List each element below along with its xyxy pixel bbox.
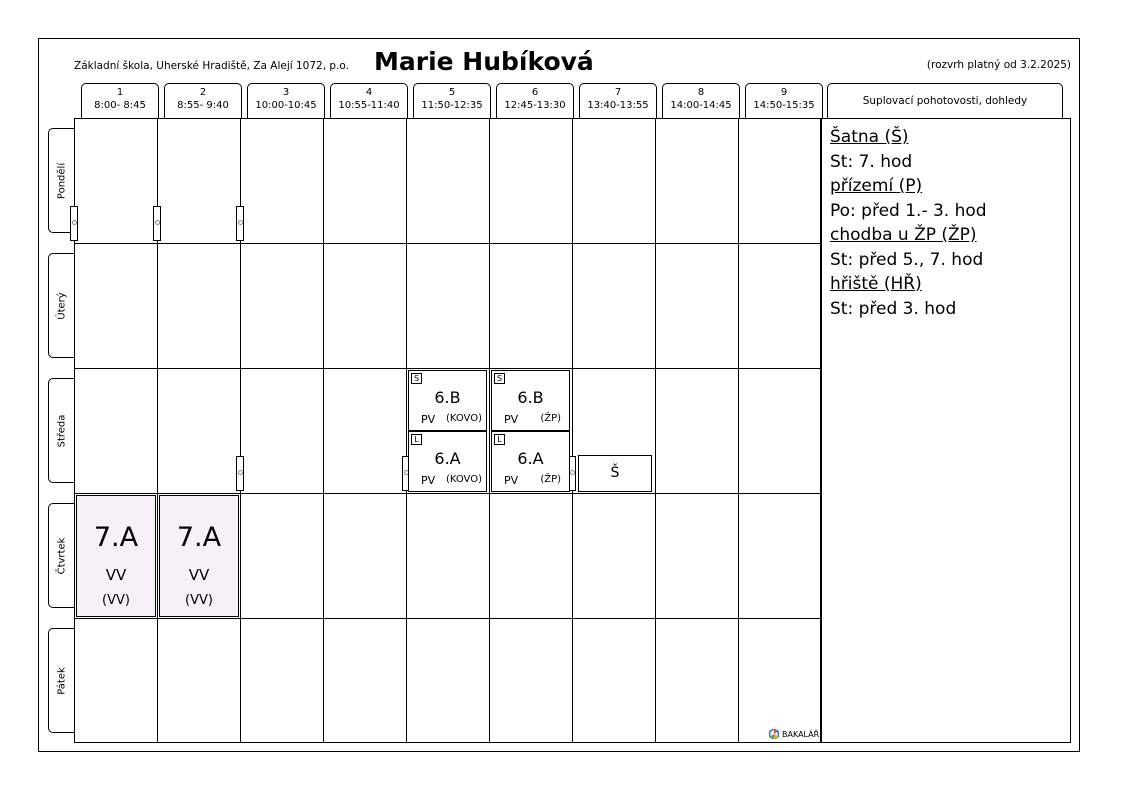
lesson-class: 7.A (93, 522, 139, 553)
grid-line (74, 493, 821, 494)
lesson-subject: VV (188, 566, 210, 584)
lesson-subject: PV (504, 474, 519, 487)
supervision-place: přízemí (P) (830, 176, 923, 196)
lesson-class: 6.B (434, 388, 461, 407)
supervision-marker (153, 206, 161, 241)
lesson-class: 7.A (176, 522, 222, 553)
lesson-class: 6.A (517, 449, 544, 468)
supervision-place: hřiště (HŘ) (830, 274, 922, 294)
day-header-friday: Pátek (48, 628, 74, 733)
grid-line (738, 118, 739, 743)
lesson-wed-5-group-s[interactable] (408, 370, 487, 431)
lesson-subject: PV (421, 413, 436, 426)
period-header-4: 4 10:55-11:40 (330, 83, 408, 118)
supervision-time: St: před 5., 7. hod (830, 249, 984, 270)
day-header-thursday: Čtvrtek (48, 503, 74, 608)
grid-line (323, 118, 324, 743)
duty-wed-7[interactable]: Š (578, 455, 652, 492)
period-header-8: 8 14:00-14:45 (662, 83, 740, 118)
grid-line (655, 118, 656, 743)
group-label: S (411, 373, 422, 384)
period-header-3: 3 10:00-10:45 (247, 83, 325, 118)
period-header-1: 1 8:00- 8:45 (81, 83, 159, 118)
grid-line (572, 118, 573, 743)
period-header-9: 9 14:50-15:35 (745, 83, 823, 118)
lesson-subject: PV (504, 413, 519, 426)
supervision-time: Po: před 1.- 3. hod (830, 200, 987, 221)
group-label: L (494, 434, 505, 445)
bakalari-logo-icon (769, 729, 779, 739)
grid-line (74, 618, 821, 619)
lesson-wed-6-group-l[interactable] (491, 431, 570, 492)
valid-from: (rozvrh platný od 3.2.2025) (926, 59, 1071, 71)
bakalari-logo (769, 729, 822, 739)
lesson-room: (KOVO) (445, 474, 482, 485)
lesson-class: 6.B (517, 388, 544, 407)
supervision-marker (70, 206, 78, 241)
supervision-time: St: 7. hod (830, 151, 913, 172)
day-header-wednesday: Středa (48, 378, 74, 483)
period-header-5: 5 11:50-12:35 (413, 83, 491, 118)
day-header-tuesday: Úterý (48, 253, 74, 358)
supervision-header: Suplovací pohotovosti, dohledy (827, 83, 1063, 118)
group-label: S (494, 373, 505, 384)
day-header-monday: Pondělí (48, 128, 74, 233)
period-header-2: 2 8:55- 9:40 (164, 83, 242, 118)
teacher-name: Marie Hubíková (374, 47, 594, 76)
lesson-room: (VV) (185, 593, 213, 608)
lesson-wed-5-group-l[interactable] (408, 431, 487, 492)
lesson-room: (KOVO) (445, 413, 482, 424)
supervision-panel (821, 118, 1071, 743)
lesson-room: (ŽP) (540, 413, 561, 424)
lesson-subject: PV (421, 474, 436, 487)
supervision-place: chodba u ŽP (ŽP) (830, 225, 977, 245)
grid-line (74, 243, 821, 244)
lesson-room: (ŽP) (540, 474, 561, 485)
lesson-room: (VV) (102, 593, 130, 608)
lesson-subject: VV (105, 566, 127, 584)
group-label: L (411, 434, 422, 445)
bakalari-logo-text: BAKALÁŘI (782, 729, 822, 739)
period-header-7: 7 13:40-13:55 (579, 83, 657, 118)
school-name: Základní škola, Uherské Hradiště, Za Alejí 1072, p.o. (74, 60, 349, 72)
lesson-wed-6-group-s[interactable] (491, 370, 570, 431)
supervision-marker (236, 456, 244, 491)
lesson-thu-2[interactable] (159, 495, 239, 617)
period-header-6: 6 12:45-13:30 (496, 83, 574, 118)
grid-line (489, 118, 490, 743)
supervision-marker (236, 206, 244, 241)
supervision-time: St: před 3. hod (830, 298, 957, 319)
lesson-thu-1[interactable] (76, 495, 156, 617)
supervision-place: Šatna (Š) (830, 127, 909, 147)
grid-line (406, 118, 407, 743)
lesson-class: 6.A (434, 449, 461, 468)
grid-line (74, 368, 821, 369)
